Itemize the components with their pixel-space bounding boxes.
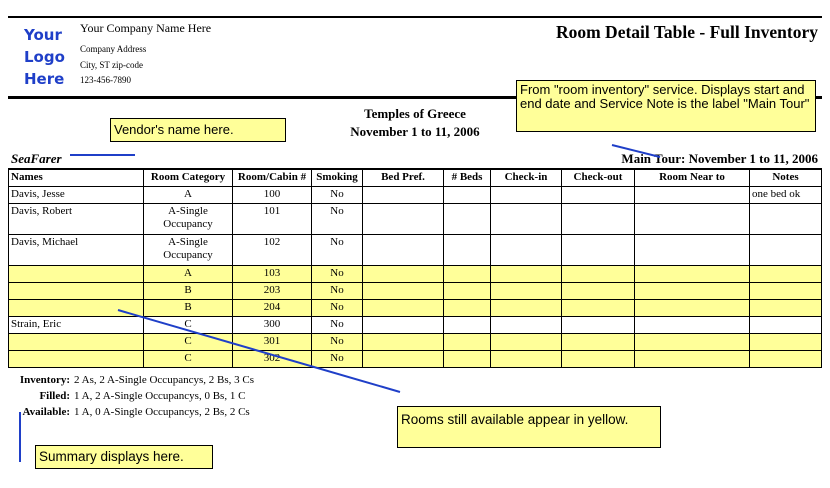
smoking-cell: No xyxy=(312,334,363,351)
vendor-callout: Vendor's name here. xyxy=(110,118,286,142)
available-pointer-line xyxy=(118,310,400,392)
document-title: Room Detail Table - Full Inventory xyxy=(555,22,818,42)
trip-name: Temples of Greece xyxy=(364,106,466,121)
column-header: Names xyxy=(9,170,144,187)
trip-dates: November 1 to 11, 2006 xyxy=(350,124,480,139)
column-header: Bed Pref. xyxy=(363,170,444,187)
summary-label: Filled: xyxy=(39,390,70,402)
logo-line: Logo xyxy=(24,48,65,66)
service-pointer-line xyxy=(612,145,660,157)
logo-line: Your xyxy=(24,26,62,44)
column-header: Check-in xyxy=(491,170,562,187)
column-header: Room Near to xyxy=(635,170,750,187)
room-category-cell: C xyxy=(144,351,233,368)
service-note: Main Tour: November 1 to 11, 2006 xyxy=(621,151,818,166)
vendor-name: SeaFarer xyxy=(11,151,62,166)
summary-callout: Summary displays here. xyxy=(35,445,213,469)
summary-value: 2 As, 2 A-Single Occupancys, 2 Bs, 3 Cs xyxy=(74,374,254,386)
smoking-cell: No xyxy=(312,204,363,235)
room-number-cell: 101 xyxy=(233,204,312,235)
column-header: Check-out xyxy=(562,170,635,187)
column-header: Room Category xyxy=(144,170,233,187)
company-phone: 123-456-7890 xyxy=(80,75,131,85)
column-header: Notes xyxy=(750,170,822,187)
smoking-cell: No xyxy=(312,300,363,317)
smoking-cell: No xyxy=(312,266,363,283)
summary-value: 1 A, 0 A-Single Occupancys, 2 Bs, 2 Cs xyxy=(74,406,250,418)
smoking-cell: No xyxy=(312,317,363,334)
guest-name-cell: Davis, Jesse xyxy=(9,187,144,204)
room-number-cell: 302 xyxy=(233,351,312,368)
company-name: Your Company Name Here xyxy=(80,21,212,35)
smoking-cell: No xyxy=(312,351,363,368)
company-city: City, ST zip-code xyxy=(80,60,143,70)
room-number-cell: 204 xyxy=(233,300,312,317)
room-category-cell: A xyxy=(144,187,233,204)
room-category-cell: C xyxy=(144,317,233,334)
room-category-cell: A xyxy=(144,266,233,283)
room-category-cell: A-Single Occupancy xyxy=(144,235,233,266)
room-number-cell: 100 xyxy=(233,187,312,204)
room-category-cell: A-Single Occupancy xyxy=(144,204,233,235)
guest-name-cell: Davis, Robert xyxy=(9,204,144,235)
room-number-cell: 203 xyxy=(233,283,312,300)
service-callout: From "room inventory" service. Displays start and end date and Service Note is the label "Main Tour" xyxy=(516,80,816,132)
room-number-cell: 301 xyxy=(233,334,312,351)
column-header: Smoking xyxy=(312,170,363,187)
smoking-cell: No xyxy=(312,235,363,266)
summary-value: 1 A, 2 A-Single Occupancys, 0 Bs, 1 C xyxy=(74,390,246,402)
room-category-cell: B xyxy=(144,283,233,300)
logo-line: Here xyxy=(24,70,65,88)
smoking-cell: No xyxy=(312,187,363,204)
summary-label: Available: xyxy=(22,406,70,418)
guest-name-cell: Strain, Eric xyxy=(9,317,144,334)
column-header: Room/Cabin # xyxy=(233,170,312,187)
room-category-cell: C xyxy=(144,334,233,351)
column-header: # Beds xyxy=(444,170,491,187)
room-category-cell: B xyxy=(144,300,233,317)
room-number-cell: 103 xyxy=(233,266,312,283)
smoking-cell: No xyxy=(312,283,363,300)
guest-name-cell: Davis, Michael xyxy=(9,235,144,266)
room-number-cell: 300 xyxy=(233,317,312,334)
available-callout: Rooms still available appear in yellow. xyxy=(397,406,661,448)
company-address: Company Address xyxy=(80,44,147,54)
summary-label: Inventory: xyxy=(19,374,70,386)
notes-cell: one bed ok xyxy=(750,187,822,204)
room-number-cell: 102 xyxy=(233,235,312,266)
